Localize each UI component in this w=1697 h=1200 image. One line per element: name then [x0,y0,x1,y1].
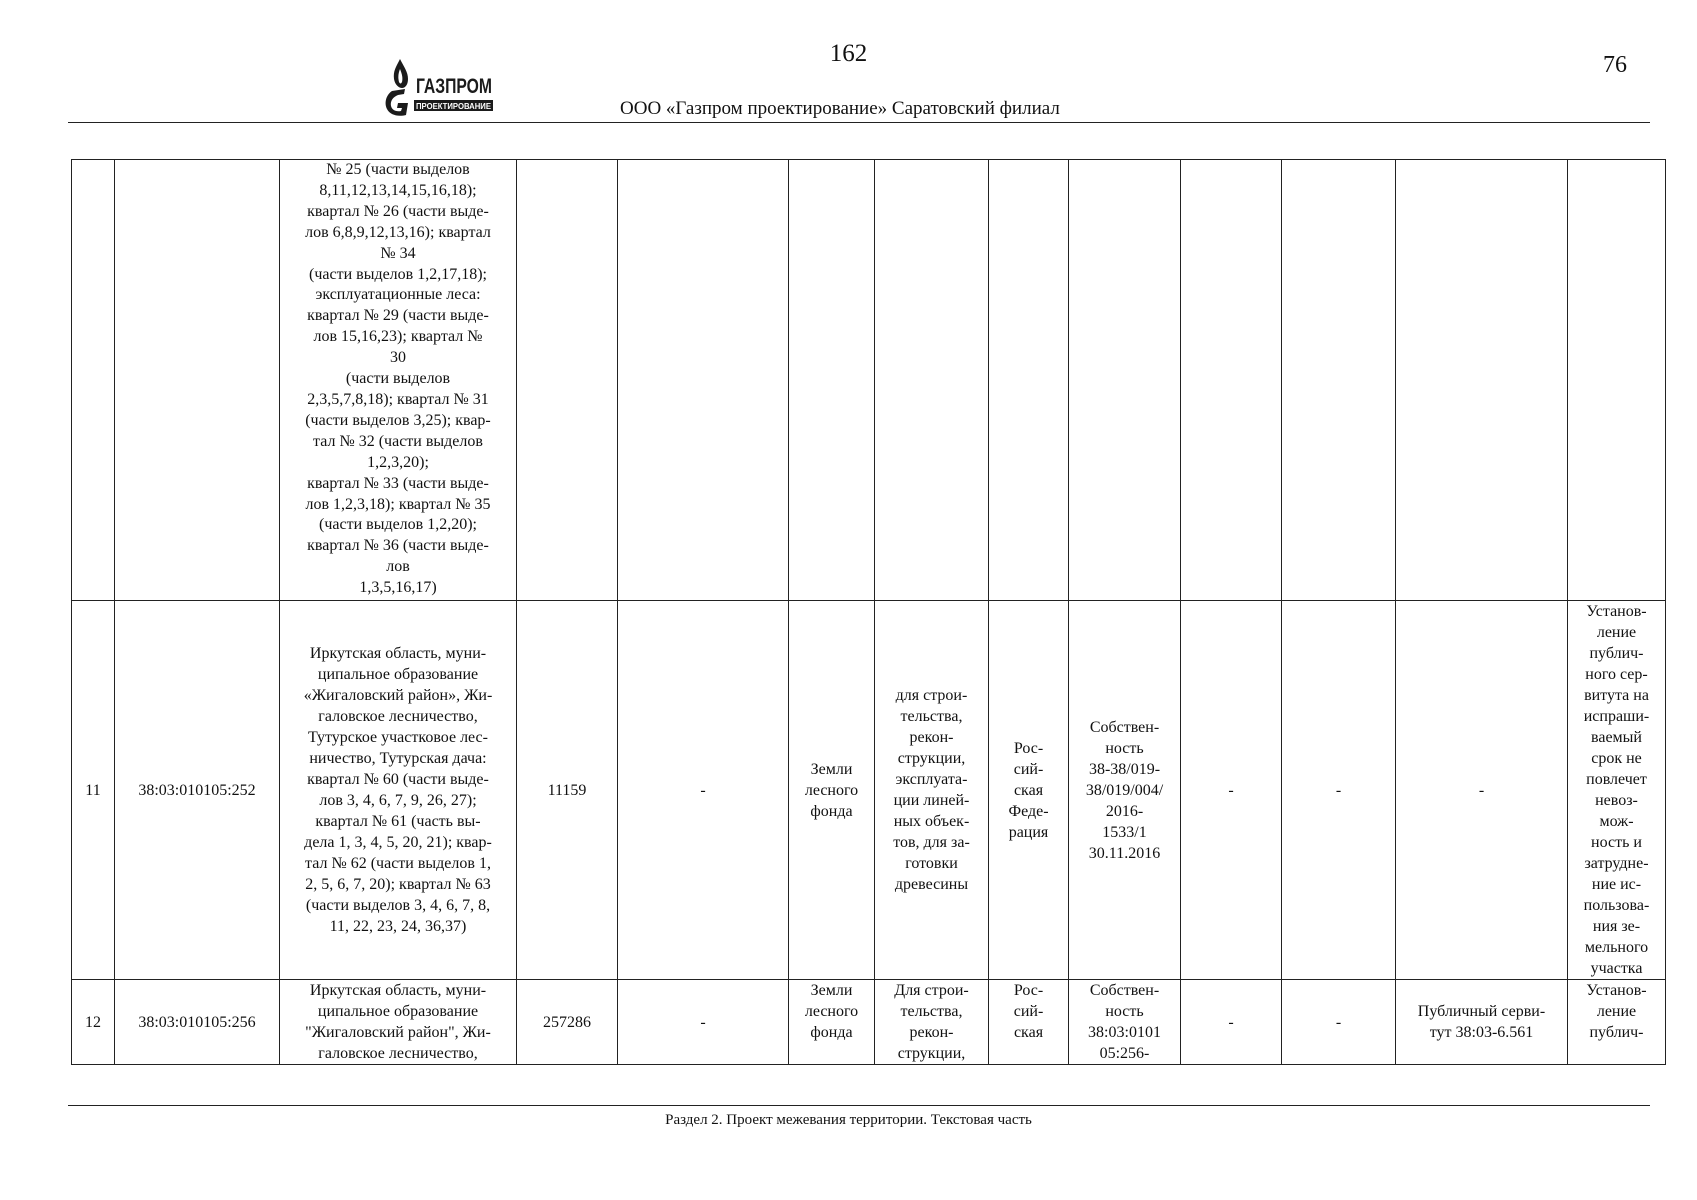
land-plots-table [71,159,1666,1065]
cell-col13 [1568,160,1666,601]
cell-col5: - [618,980,789,1065]
cell-num [72,160,115,601]
cell-cadastral: 38:03:010105:252 [115,601,280,980]
cell-address: Иркутская область, муни- ципальное образование «Жигаловский район», Жи- галовское лесничество, Тутурское участковое лес- ничество, Тутурская дача: квартал № 60 (части выде- лов 3, 4, 6, 7, 9, 26, 27); квартал № 61 (часть вы- дела 1, 3, 4, 5, 20, 21); квар- тал № 62 (части выделов 1, 2, 5, 6, 7, 20); квартал № 63 (части выделов 3, 4, 6, 7, 8, 11, 22, 23, 24, 36,37) [280,601,517,980]
company-name: ООО «Газпром проектирование» Саратовский филиал [620,98,1060,119]
cell-col11 [1282,160,1396,601]
cell-col11: - [1282,980,1396,1065]
cell-col11: - [1282,601,1396,980]
cell-col12: - [1396,601,1568,980]
cell-col12 [1396,160,1568,601]
cell-col5 [618,160,789,601]
footer-section-title: Раздел 2. Проект межевания территории. Текстовая часть [665,1112,1032,1128]
cell-category: Земли лесного фонда [789,980,875,1065]
page-number-center: 162 [829,40,868,67]
cell-area [517,160,618,601]
logo-text-sub: ПРОЕКТИРОВАНИЕ [416,102,492,111]
cell-col10: - [1181,980,1282,1065]
cell-address: Иркутская область, муни- ципальное образование "Жигаловский район", Жи- галовское лесничество, [280,980,517,1065]
cell-right: Собствен- ность 38:03:0101 05:256- [1069,980,1181,1065]
cell-col10: - [1181,601,1282,980]
cell-col13: Установ- ление публич- ного сер- витута на испраши- ваемый срок не повлечет невоз- мож- ность и затрудне- ние ис- пользова- ния зе- мельного участка [1568,601,1666,980]
cell-owner [989,160,1069,601]
page-number-right: 76 [1603,52,1627,78]
cell-category: Земли лесного фонда [789,601,875,980]
cell-num: 12 [72,980,115,1065]
cell-area: 11159 [517,601,618,980]
gazprom-logo [384,55,496,119]
cell-use [875,160,989,601]
cell-address: № 25 (части выделов 8,11,12,13,14,15,16,18); квартал № 26 (части выде- лов 6,8,9,12,13,16); квартал № 34 (части выделов 1,2,17,18); эксплуатационные леса: квартал № 29 (части выде- лов 15,16,23); квартал № 30 (части выделов 2,3,5,7,8,18); квартал № 31 (части выделов 3,25); квар- тал № 32 (части выделов 1,2,3,20); квартал № 33 (части выде- лов 1,2,3,18); квартал № 35 (части выделов 1,2,20); квартал № 36 (части выде- лов 1,3,5,16,17) [280,160,517,601]
logo-text-main: ГАЗПРОМ [416,75,492,98]
cell-right: Собствен- ность 38-38/019- 38/019/004/ 2016- 1533/1 30.11.2016 [1069,601,1181,980]
cell-use: для строи- тельства, рекон- струкции, эксплуата- ции линей- ных объек- тов, для за- готовки древесины [875,601,989,980]
cell-col5: - [618,601,789,980]
cell-right [1069,160,1181,601]
cell-num: 11 [72,601,115,980]
cell-owner: Рос- сий- ская [989,980,1069,1065]
cell-col13: Установ- ление публич- [1568,980,1666,1065]
footer-rule [68,1105,1650,1106]
header-rule [68,122,1650,123]
cell-col12: Публичный серви- тут 38:03-6.561 [1396,980,1568,1065]
cell-owner: Рос- сий- ская Феде- рация [989,601,1069,980]
cell-cadastral [115,160,280,601]
table-row [72,160,1666,601]
cell-use: Для строи- тельства, рекон- струкции, [875,980,989,1065]
table-row [72,980,1666,1065]
cell-area: 257286 [517,980,618,1065]
cell-cadastral: 38:03:010105:256 [115,980,280,1065]
cell-col10 [1181,160,1282,601]
table-row [72,601,1666,980]
cell-category [789,160,875,601]
